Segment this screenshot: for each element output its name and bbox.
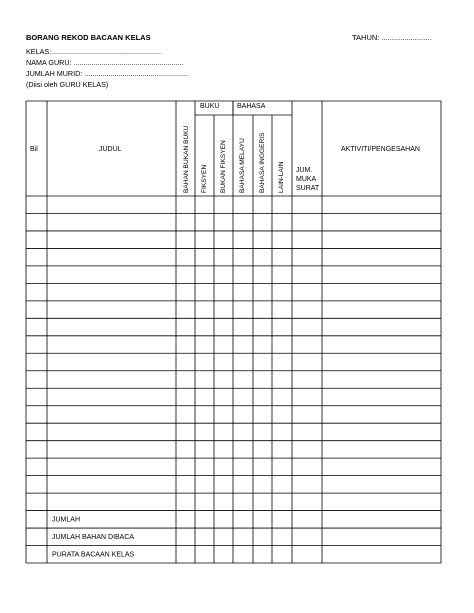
col-bahasa-melayu-header: BAHASA MELAYU <box>239 138 246 193</box>
footer-row-label: PURATA BACAAN KELAS <box>52 551 135 559</box>
col-aktiviti-header: AKTIVITI/PENGESAHAN <box>341 146 420 153</box>
col-jum-line1: JUM. <box>296 167 313 174</box>
col-bahan-bukan-buku-header: BAHAN BUKAN BUKU <box>183 125 190 193</box>
group-bahasa-label: BAHASA <box>237 103 266 110</box>
form-title: BORANG REKOD BACAAN KELAS <box>26 33 151 42</box>
col-bahasa-inggeris-header: BAHASA INGGERIS <box>259 132 266 193</box>
jumlah-murid-field: JUMLAH MURID: .................................................... <box>26 69 189 78</box>
col-lain-lain-header: LAIN-LAIN <box>278 161 285 193</box>
col-jum-line3: SURAT <box>296 185 320 192</box>
footer-row-label: JUMLAH <box>52 516 81 524</box>
fill-note: (Diisi oleh GURU KELAS) <box>26 80 109 89</box>
footer-row-label: JUMLAH BAHAN DIBACA <box>52 533 135 541</box>
col-fiksyen-header: FIKSYEN <box>201 164 208 193</box>
col-jum-line2: MUKA <box>296 176 317 183</box>
group-buku-label: BUKU <box>200 103 220 110</box>
col-judul-header: JUDUL <box>99 146 122 153</box>
tahun-field: TAHUN: ........................ <box>352 33 432 42</box>
col-bil-header: Bil <box>30 146 38 153</box>
kelas-field: KELAS:....................................................... <box>26 47 162 56</box>
col-bukan-fiksyen-header: BUKAN FIKSYEN <box>220 140 227 193</box>
nama-guru-field: NAMA GURU: ....................................................... <box>26 58 184 67</box>
